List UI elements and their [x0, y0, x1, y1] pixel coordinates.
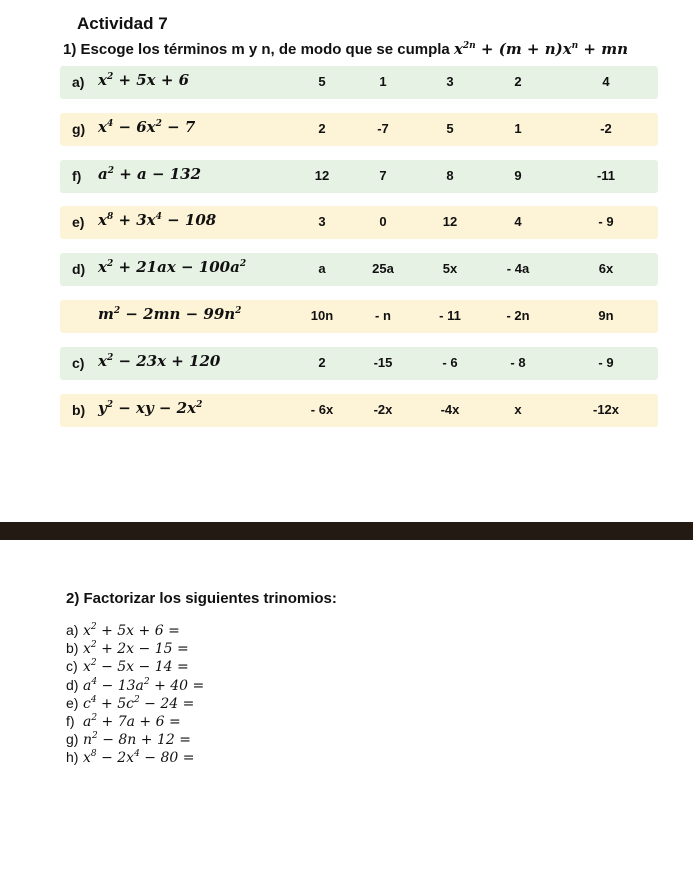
option-value[interactable]: - 8	[510, 354, 526, 370]
trinomial-item	[66, 695, 194, 712]
option-value[interactable]: -11	[596, 167, 616, 183]
row-expression: $x^4 - 6x^2 - 7$	[98, 117, 196, 136]
option-value[interactable]: - 11	[439, 308, 461, 323]
question-1	[63, 40, 628, 58]
option-value[interactable]: 8	[446, 167, 454, 183]
trinomial-item	[66, 749, 194, 766]
option-value[interactable]: x	[514, 401, 522, 417]
item-label: h)	[66, 749, 79, 766]
option-value[interactable]: a	[318, 261, 326, 277]
row-label: d)	[72, 261, 86, 278]
option-value[interactable]: 2	[514, 74, 522, 89]
option-value[interactable]: 4	[602, 74, 610, 89]
trinomial-item	[66, 658, 189, 675]
trinomial-item	[66, 622, 180, 639]
trinomial-item	[66, 731, 191, 748]
divider-bar	[0, 522, 693, 540]
option-value[interactable]: 5	[318, 74, 326, 89]
option-value[interactable]: -4x	[440, 401, 460, 417]
option-value[interactable]: - 6x	[310, 401, 334, 417]
trinomial-item	[66, 713, 181, 730]
item-expression: $x^8 - 2x^4 - 80$ =	[83, 749, 195, 767]
item-label: a)	[66, 622, 79, 638]
option-value[interactable]: - n	[375, 308, 391, 323]
option-value[interactable]: -2x	[373, 401, 393, 417]
item-label: c)	[66, 658, 78, 675]
activity-title: Actividad 7	[77, 14, 168, 33]
option-value[interactable]: - 4a	[506, 261, 530, 277]
row-label: f)	[72, 167, 82, 184]
item-expression: $a^4 - 13a^2 + 40$ =	[83, 676, 205, 694]
option-value[interactable]: 7	[379, 167, 387, 183]
item-label: e)	[66, 694, 79, 711]
row-label: g)	[72, 120, 86, 137]
option-row	[60, 160, 658, 193]
option-value[interactable]: 5x	[442, 261, 458, 277]
row-label: e)	[72, 214, 85, 231]
option-value[interactable]: 9n	[598, 308, 614, 323]
option-row	[60, 206, 658, 239]
item-expression: $x^2 + 5x + 6$ =	[83, 622, 180, 639]
option-value[interactable]: 3	[318, 214, 326, 230]
option-value[interactable]: - 2n	[506, 308, 530, 323]
option-value[interactable]: 4	[514, 214, 522, 230]
item-label: g)	[66, 731, 79, 748]
option-value[interactable]: 10n	[310, 308, 334, 323]
row-expression: $x^2 + 5x + 6$	[98, 71, 190, 89]
item-label: d)	[66, 676, 79, 693]
option-value[interactable]: - 6	[442, 354, 458, 370]
item-expression: $n^2 - 8n + 12$ =	[83, 731, 191, 749]
row-expression: $x^2 + 21ax - 100a^2$	[98, 258, 247, 277]
item-expression: $x^2 - 5x - 14$ =	[83, 658, 189, 676]
trinomial-item	[66, 677, 204, 694]
row-expression: $x^2 - 23x + 120$	[98, 351, 221, 370]
option-value[interactable]: 5	[446, 120, 454, 136]
row-expression: $a^2 + a - 132$	[98, 164, 202, 183]
option-value[interactable]: 3	[446, 74, 454, 89]
trinomial-item	[66, 640, 189, 657]
option-value[interactable]: 6x	[598, 261, 614, 277]
option-value[interactable]: 9	[514, 167, 522, 183]
row-label: c)	[72, 354, 85, 371]
question-1-formula: $x^{2n} + (m + n)x^n$ + mn	[453, 40, 628, 58]
option-row	[60, 394, 658, 427]
option-row	[60, 66, 658, 99]
item-expression: $a^2 + 7a + 6$ =	[83, 713, 181, 730]
row-label: a)	[72, 74, 85, 90]
option-value[interactable]: - 9	[598, 354, 614, 370]
option-row	[60, 253, 658, 286]
question-2-title: 2) Factorizar los siguientes trinomios:	[66, 590, 337, 607]
question-1-text: 1) Escoge los términos m y n, de modo que se cumpla	[63, 41, 454, 58]
option-value[interactable]: 25a	[372, 261, 394, 277]
item-label: f)	[66, 713, 75, 729]
option-value[interactable]: 12	[442, 214, 458, 230]
item-expression: $c^4 + 5c^2 - 24$ =	[83, 694, 195, 712]
option-value[interactable]: -2	[600, 120, 612, 136]
option-row	[60, 300, 658, 333]
item-expression: $x^2 + 2x - 15$ =	[83, 640, 189, 658]
option-row	[60, 347, 658, 380]
option-value[interactable]: 0	[379, 214, 387, 230]
row-label: b)	[72, 401, 86, 418]
option-value[interactable]: 2	[318, 120, 326, 136]
option-row	[60, 113, 658, 146]
option-value[interactable]: 1	[379, 74, 387, 89]
option-value[interactable]: - 9	[598, 214, 614, 230]
item-label: b)	[66, 640, 79, 657]
row-expression: $y^2$ − xy − $2x^2$	[98, 398, 203, 417]
row-expression: $m^2 - 2mn - 99n^2$	[98, 305, 242, 323]
option-value[interactable]: -7	[377, 120, 389, 136]
option-value[interactable]: 1	[514, 120, 522, 136]
option-value[interactable]: -12x	[592, 401, 620, 417]
option-value[interactable]: -15	[373, 354, 393, 370]
option-value[interactable]: 12	[314, 167, 330, 183]
option-value[interactable]: 2	[318, 354, 326, 370]
row-expression: $x^8 + 3x^4 - 108$	[98, 211, 217, 230]
